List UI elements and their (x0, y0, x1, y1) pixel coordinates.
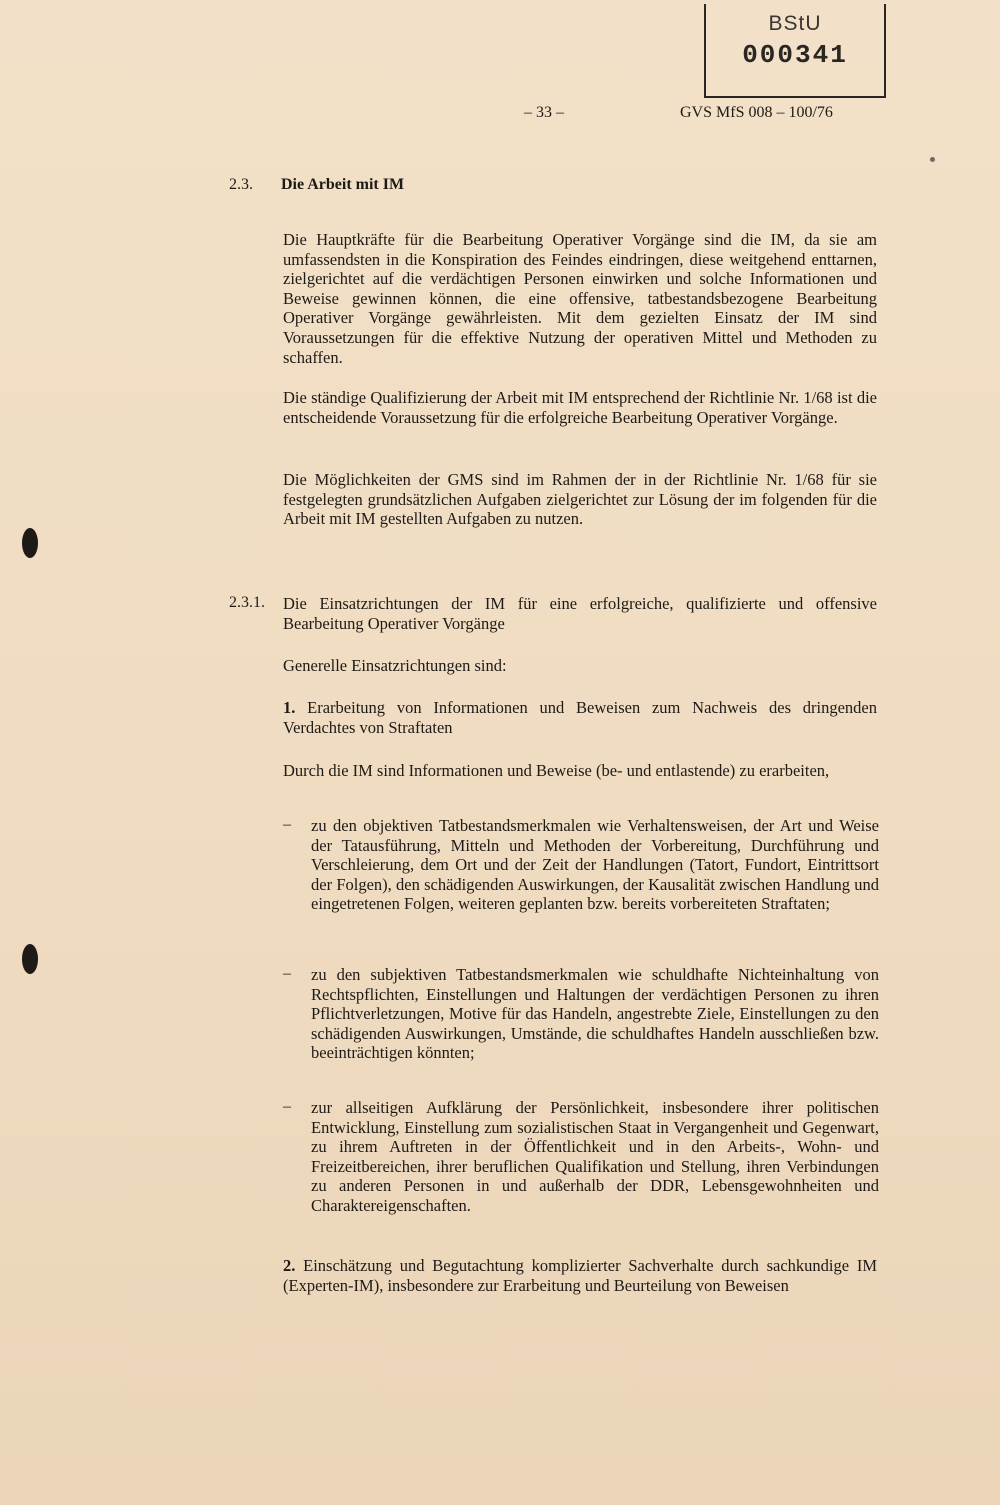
paragraph: Die Hauptkräfte für die Bearbeitung Operativer Vorgänge sind die IM, da sie am umfassendsten in die Konspiration des Feindes eindringen, diese weitgehend enttarnen, zielgerichtet auf die verdächtigen Personen einwirken und solche Informationen und Beweise gewinnen können, die eine offensive, tatbestandsbezogene Bearbeitung Operativer Vorgänge gewährleisten. Mit dem gezielten Einsatz der IM sind Voraussetzungen für die effektive Nutzung der operativen Mittel und Methoden zu schaffen. (283, 230, 877, 367)
bullet-text: zur allseitigen Aufklärung der Persönlichkeit, insbesondere ihrer politischen Entwicklung, Einstellung zum sozialistischen Staat in Vergangenheit und Gegenwart, zu ihrem Auftreten in der Öffentlichkeit und in den Arbeits-, Wohn- und Freizeitbereichen, ihrer beruflichen Qualifikation und Stellung, ihren Verbindungen zu anderen Personen in und außerhalb der DDR, Lebensgewohnheiten und Charaktereigenschaften. (311, 1098, 879, 1215)
lead-paragraph: Durch die IM sind Informationen und Beweise (be- und entlastende) zu erarbeiten, (283, 761, 830, 780)
archive-stamp (704, 4, 886, 98)
list-item-number: 2. (283, 1256, 296, 1275)
page-number: – 33 – (524, 104, 564, 121)
paragraph: Die Möglichkeiten der GMS sind im Rahmen der in der Richtlinie Nr. 1/68 für sie festgelegten grundsätzlichen Aufgaben zielgerichtet zur Lösung der im folgenden für die Arbeit mit IM gestellten Aufgaben zu nutzen. (283, 470, 877, 529)
subsection-number: 2.3.1. (229, 594, 265, 611)
classification-mark: GVS MfS 008 – 100/76 (680, 104, 833, 121)
speck-icon (930, 157, 935, 162)
intro-line: Generelle Einsatzrichtungen sind: (283, 656, 507, 675)
dash-icon: – (283, 1098, 291, 1115)
bullet-text: zu den objektiven Tatbestandsmerkmalen wie Verhaltensweisen, der Art und Weise der Tatausführung, Mitteln und Methoden der Vorbereitung, Durchführung und Verschleierung, dem Ort und der Zeit der Handlungen (Tatort, Fundort, Eintrittsort der Folgen), den schädigenden Auswirkungen, der Kausalität zwischen Handlung und eingetretenen Folgen, weiteren geplanten bzw. bereits vorbereiteten Straftaten; (311, 816, 879, 914)
section-title: Die Arbeit mit IM (281, 176, 405, 193)
subsection-title: Die Einsatzrichtungen der IM für eine erfolgreiche, qualifizierte und offensive Bearbeitung Operativer Vorgänge (283, 594, 877, 633)
stamp-agency: BStU (768, 12, 822, 35)
punch-hole-icon (22, 528, 38, 558)
stamp-number: 000341 (742, 40, 848, 70)
bullet-text: zu den subjektiven Tatbestandsmerkmalen wie schuldhafte Nichteinhaltung von Rechtspflichten, Einstellungen und Haltungen der verdächtigen Personen zu ihren Pflichtverletzungen, Motive für das Handeln, angestrebte Ziele, Einstellungen zu den schädigenden Auswirkungen, Umstände, die schuldhaftes Handeln ausschließen bzw. beeinträchtigen könnten; (311, 965, 879, 1063)
list-item-text: Einschätzung und Begutachtung komplizierter Sachverhalte durch sachkundige IM (Experten-IM), insbesondere zur Erarbeitung und Beurteilung von Beweisen (283, 1256, 877, 1295)
list-item-number: 1. (283, 698, 296, 717)
page-header (0, 104, 1000, 128)
list-item-heading (283, 1256, 877, 1295)
dash-icon: – (283, 965, 291, 982)
section-number: 2.3. (229, 176, 253, 193)
punch-hole-icon (22, 944, 38, 974)
paragraph: Die ständige Qualifizierung der Arbeit mit IM entsprechend der Richtlinie Nr. 1/68 ist die entscheidende Voraussetzung für die erfolgreiche Bearbeitung Operativer Vorgänge. (283, 388, 877, 427)
list-item-text: Erarbeitung von Informationen und Beweisen zum Nachweis des dringenden Verdachtes von Straftaten (283, 698, 877, 737)
dash-icon: – (283, 816, 291, 833)
list-item-heading (283, 698, 877, 737)
